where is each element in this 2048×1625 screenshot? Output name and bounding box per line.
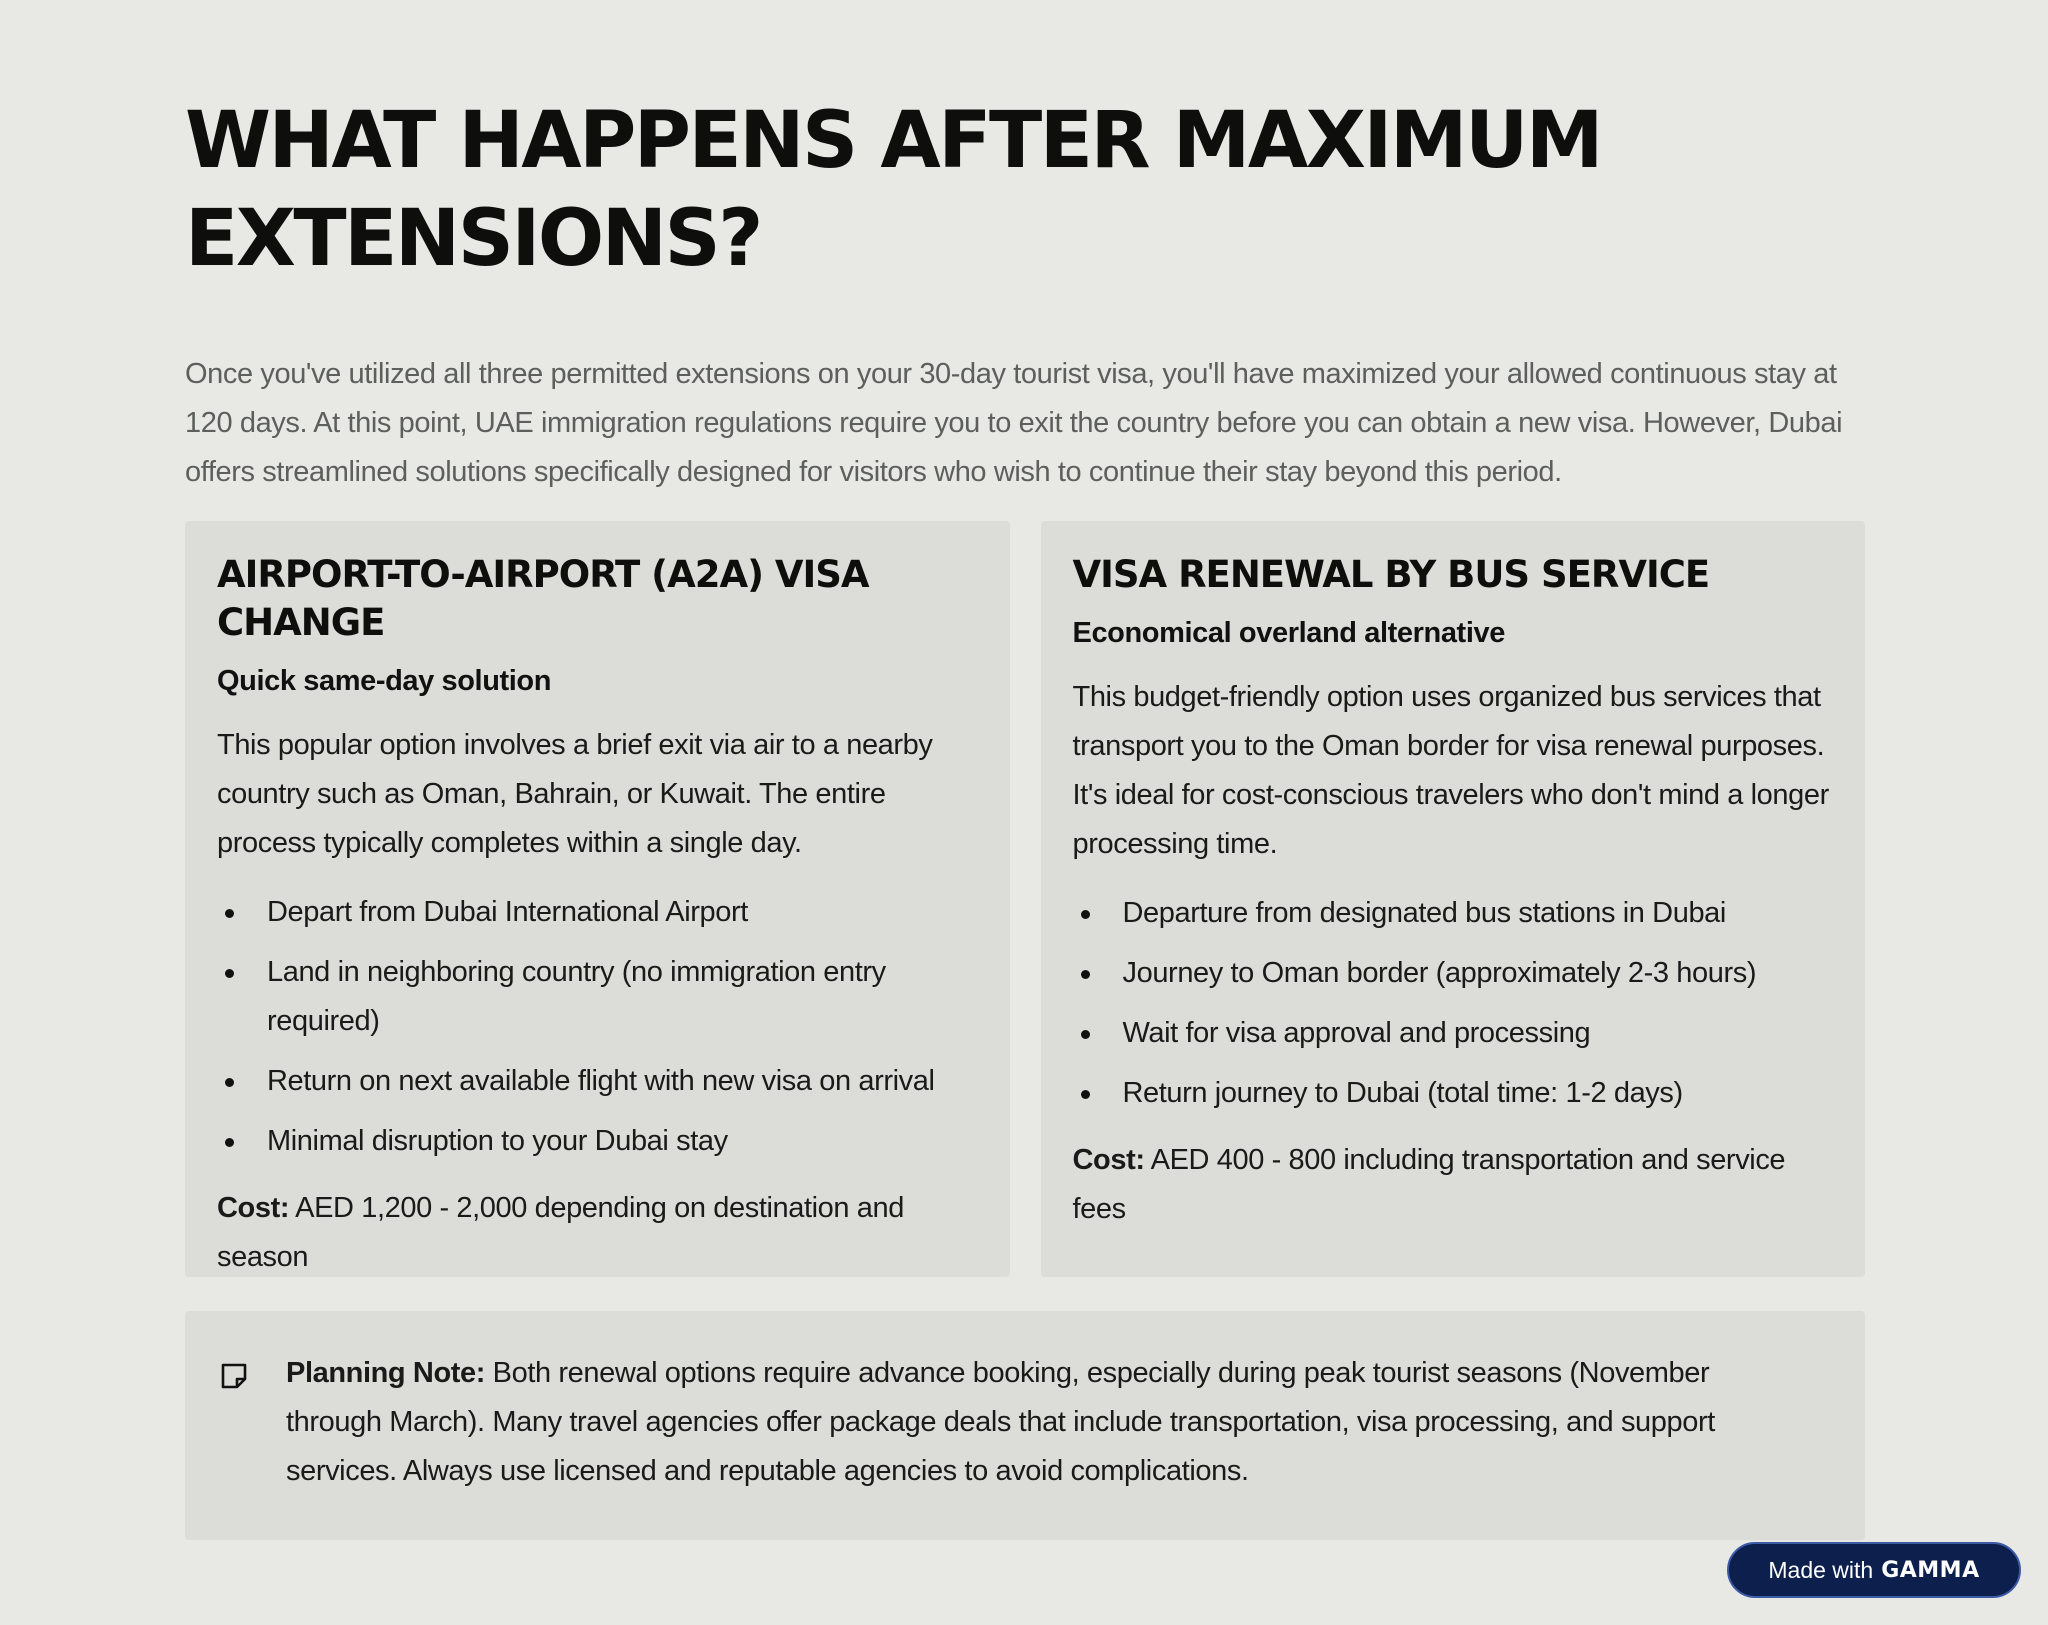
bullet-list [217,888,978,1166]
planning-note [185,1311,1865,1540]
card-title: VISA RENEWAL BY BUS SERVICE [1072,553,1710,596]
card-bus [1041,521,1866,1277]
card-body: This budget-friendly option uses organized bus services that transport you to the Oman border for visa renewal purposes. It's ideal for cost-conscious travelers who don't mind a longer processing time. [1072,681,1829,860]
list-item: Minimal disruption to your Dubai stay [217,1117,978,1166]
card-subtitle: Economical overland alternative [1072,617,1505,649]
cost-value: AED 1,200 - 2,000 depending on destination and season [217,1192,904,1273]
list-item: Return on next available flight with new visa on arrival [217,1057,978,1106]
cost-label: Cost: [1072,1144,1145,1176]
page [185,92,1865,1487]
options-cards [185,521,1865,1277]
note-body: Both renewal options require advance booking, especially during peak tourist seasons (November through March). Many travel agencies offer package deals that include transportation, visa processing, and support services. Always use licensed and reputable agencies to avoid complications. [286,1357,1715,1487]
gamma-logo: GAMMA [1881,1557,1980,1583]
page-title: WHAT HAPPENS AFTER MAXIMUM EXTENSIONS? [185,96,1601,284]
card-a2a [185,521,1010,1277]
card-title: AIRPORT-TO-AIRPORT (A2A) VISA CHANGE [217,553,869,644]
badge-prefix: Made with [1768,1556,1874,1583]
intro-paragraph: Once you've utilized all three permitted extensions on your 30-day tourist visa, you'll have maximized your allowed continuous stay at 120 days. At this point, UAE immigration regulations require you to exit the country before you can obtain a new visa. However, Dubai offers streamlined solutions specifically designed for visitors who wish to continue their stay beyond this period. [185,358,1843,488]
note-label: Planning Note: [286,1357,486,1389]
cost-label: Cost: [217,1192,290,1224]
cost-value: AED 400 - 800 including transportation and service fees [1072,1144,1786,1225]
list-item: Wait for visa approval and processing [1073,1009,1834,1058]
cost-line [217,1184,978,1282]
list-item: Journey to Oman border (approximately 2-3 hours) [1073,949,1834,998]
list-item: Departure from designated bus stations in Dubai [1073,889,1834,938]
sticky-note-icon [219,1361,249,1391]
list-item: Land in neighboring country (no immigration entry required) [217,948,978,1046]
bullet-list [1073,889,1834,1118]
cost-line [1073,1136,1834,1234]
list-item: Return journey to Dubai (total time: 1-2 days) [1073,1069,1834,1118]
made-with-gamma-badge[interactable] [1727,1542,2021,1598]
card-body: This popular option involves a brief exit via air to a nearby country such as Oman, Bahrain, or Kuwait. The entire process typically completes within a single day. [217,729,933,859]
card-subtitle: Quick same-day solution [217,665,552,697]
note-text [286,1349,1805,1496]
list-item: Depart from Dubai International Airport [217,888,978,937]
